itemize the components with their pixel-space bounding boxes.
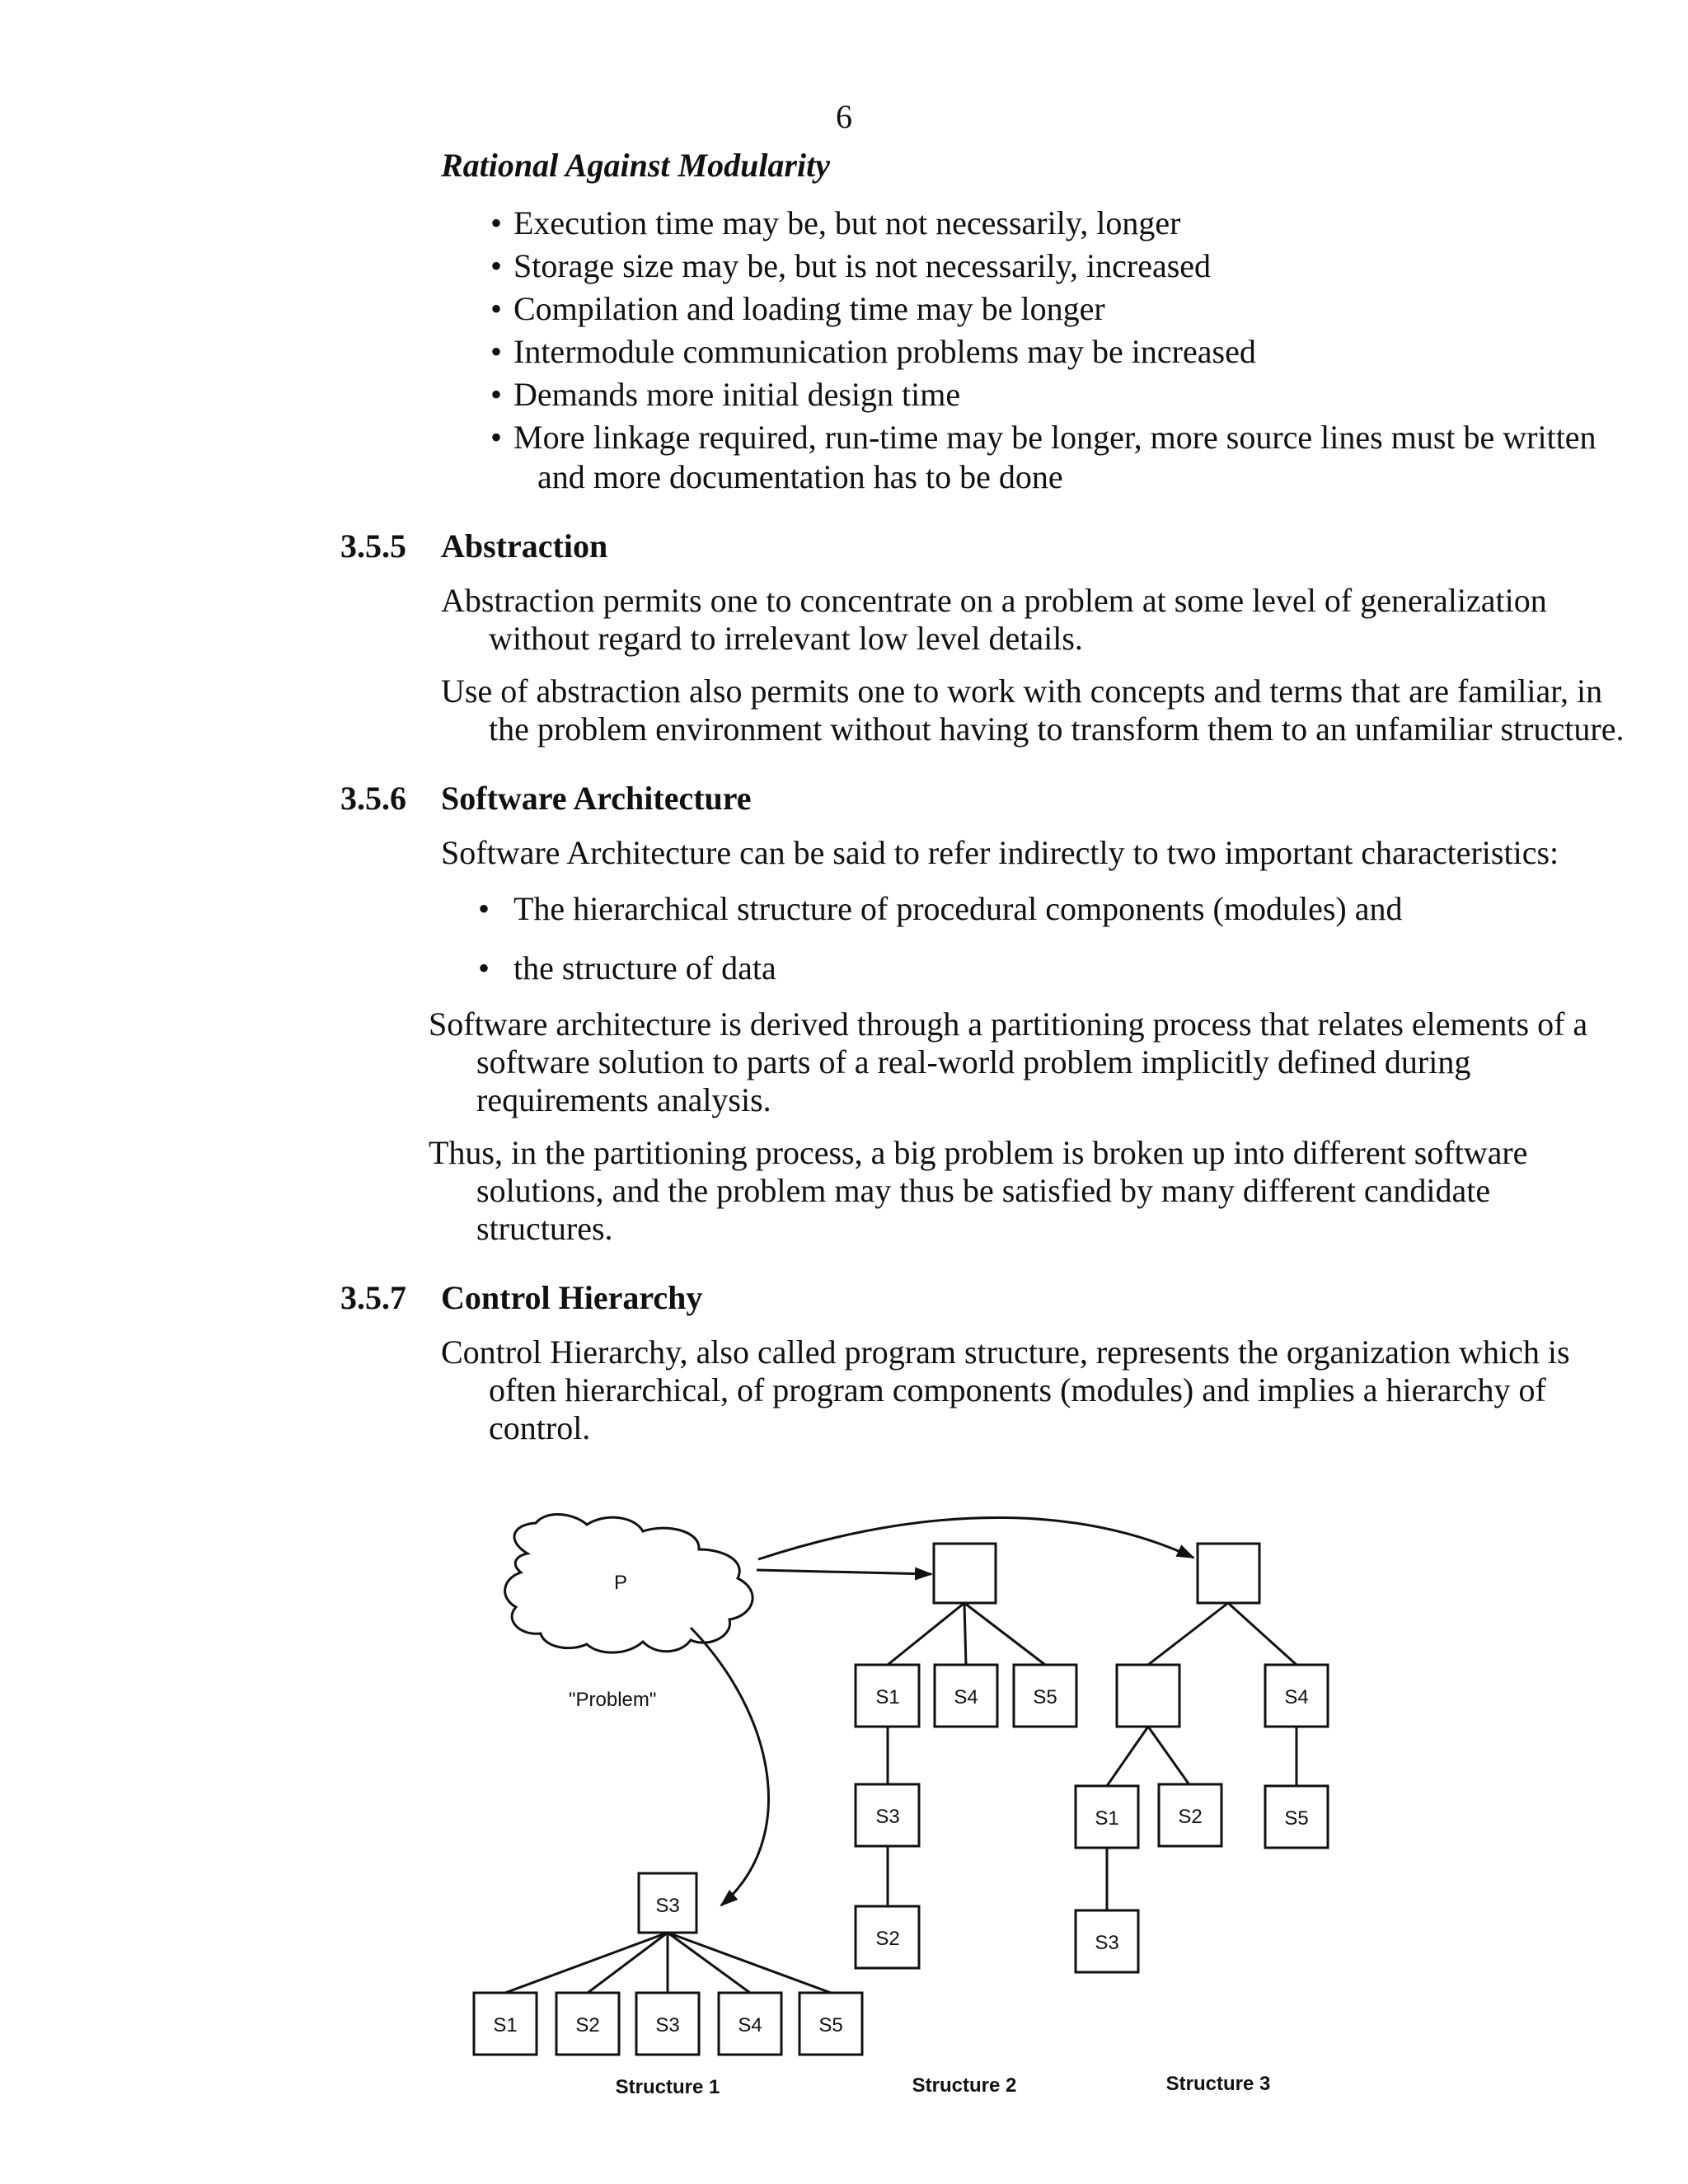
paragraph-line: Use of abstraction also permits one to work with concepts and terms that are familiar, in [441, 673, 1603, 710]
architecture-bullet: The hierarchical structure of procedural components (modules) and [513, 890, 1403, 927]
bullet-icon: • [490, 290, 503, 327]
module-label: S1 [493, 2014, 518, 2036]
module-label: S2 [1178, 1806, 1203, 1828]
module-label: S3 [655, 2014, 680, 2036]
arrow-to-structure-1 [691, 1628, 768, 1905]
module-label: S2 [575, 2014, 600, 2036]
paragraph-line: control. [489, 1409, 591, 1446]
bullet-icon: • [490, 376, 503, 413]
bullet-icon: • [478, 890, 490, 927]
structure-label: Structure 3 [1165, 2073, 1271, 2095]
rational-heading: Rational Against Modularity [441, 147, 830, 184]
module-label: S5 [1284, 1807, 1309, 1830]
module-label: S5 [1033, 1686, 1057, 1708]
paragraph-line: software solution to parts of a real-world problem implicitly defined during [476, 1043, 1471, 1080]
module-label: S2 [875, 1928, 900, 1950]
module-box [934, 1544, 996, 1603]
rational-bullet: Demands more initial design time [513, 376, 961, 413]
architecture-bullet: the structure of data [513, 949, 776, 987]
structure-3 [1076, 1544, 1328, 2095]
module-label: S3 [1095, 1932, 1119, 1954]
bullet-icon: • [490, 204, 503, 241]
paragraph-line: solutions, and the problem may thus be satisfied by many different candidate [476, 1172, 1491, 1209]
rational-bullet-continuation: and more documentation has to be done [537, 458, 1063, 495]
bullet-icon: • [478, 949, 490, 987]
module-label: S1 [875, 1686, 900, 1708]
arrow-to-structure-2 [757, 1570, 931, 1574]
module-label: S4 [738, 2014, 762, 2036]
paragraph-line: Thus, in the partitioning process, a big problem is broken up into different software [429, 1134, 1528, 1171]
paragraph-line: without regard to irrelevant low level details. [489, 620, 1083, 657]
section-title: Control Hierarchy [441, 1279, 703, 1316]
module-label: S5 [818, 2014, 843, 2036]
section-number: 3.5.6 [340, 780, 406, 817]
module-label: S4 [954, 1686, 978, 1708]
page-number: 6 [836, 98, 852, 135]
paragraph-line: often hierarchical, of program components (modules) and implies a hierarchy of [489, 1371, 1546, 1408]
paragraph-line: Software Architecture can be said to refer indirectly to two important characteristics: [441, 834, 1559, 871]
bullet-icon: • [490, 247, 503, 284]
rational-bullet: More linkage required, run-time may be longer, more source lines must be written [513, 419, 1597, 456]
paragraph-line: structures. [476, 1210, 613, 1247]
section-number: 3.5.5 [340, 527, 406, 565]
structure-2 [856, 1544, 1076, 2097]
rational-bullet: Storage size may be, but is not necessarily, increased [513, 247, 1212, 284]
rational-bullet: Execution time may be, but not necessarily, longer [513, 204, 1181, 241]
module-label: S3 [875, 1806, 900, 1828]
module-box [1198, 1544, 1259, 1603]
paragraph-line: Abstraction permits one to concentrate on a problem at some level of generalization [441, 582, 1547, 619]
problem-label: "Problem" [569, 1689, 657, 1711]
module-label: S4 [1284, 1686, 1309, 1708]
cloud-label: P [614, 1572, 628, 1594]
bullet-icon: • [490, 333, 503, 370]
paragraph-line: the problem environment without having to transform them to an unfamiliar structure. [489, 710, 1625, 748]
bullet-icon: • [490, 419, 503, 456]
module-label: S1 [1095, 1807, 1119, 1830]
paragraph-line: requirements analysis. [476, 1081, 771, 1118]
module-label: S3 [655, 1895, 680, 1917]
paragraph-line: Control Hierarchy, also called program structure, represents the organization which is [441, 1333, 1570, 1371]
rational-bullet: Intermodule communication problems may be increased [513, 333, 1256, 370]
section-title: Abstraction [441, 527, 608, 565]
module-box [1117, 1665, 1179, 1727]
structure-label: Structure 1 [615, 2076, 720, 2098]
problem-cloud [505, 1514, 753, 1652]
structure-1 [474, 1873, 862, 2098]
paragraph-line: Software architecture is derived through a partitioning process that relates elements of a [429, 1005, 1588, 1043]
section-number: 3.5.7 [340, 1279, 406, 1316]
rational-bullet: Compilation and loading time may be longer [513, 290, 1105, 327]
section-title: Software Architecture [441, 780, 752, 817]
structure-label: Structure 2 [912, 2074, 1017, 2097]
